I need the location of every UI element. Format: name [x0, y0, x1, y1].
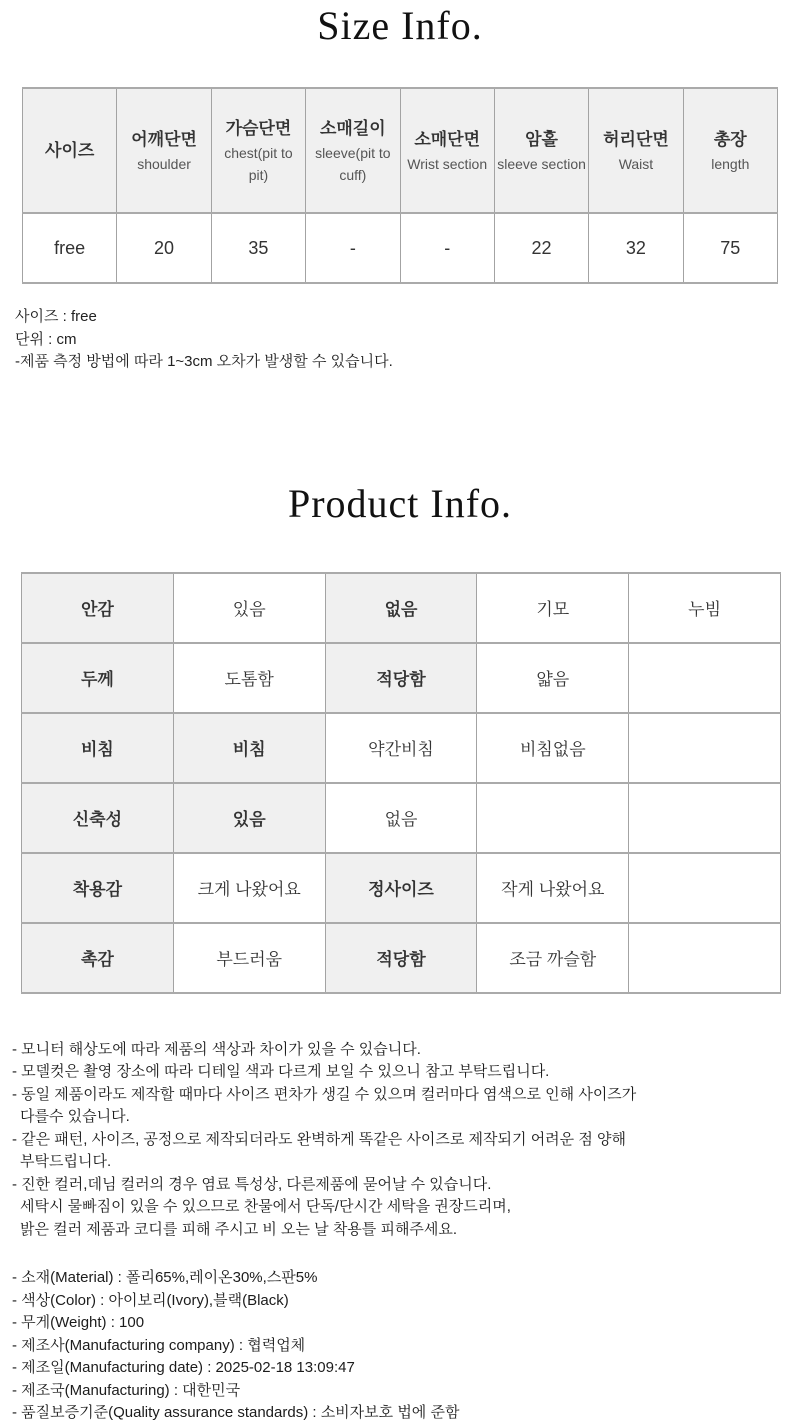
product-cell: 없음 — [325, 783, 477, 853]
product-row-fit — [22, 853, 781, 923]
detail-line-color: - 색상(Color) : 아이보리(Ivory),블랙(Black) — [12, 1291, 289, 1309]
product-row-label: 착용감 — [22, 853, 174, 923]
product-cell: 도톰함 — [173, 643, 325, 713]
size-col-en: length — [711, 155, 750, 172]
product-cell: 얇음 — [477, 643, 629, 713]
size-info-title: Size Info. — [317, 3, 483, 48]
product-cell: 있음 — [173, 573, 325, 643]
size-col-chest — [211, 88, 305, 213]
product-cell: 작게 나왔어요 — [477, 853, 629, 923]
size-col-shoulder — [117, 88, 211, 213]
size-col-en: sleeve section — [497, 155, 586, 172]
size-col-size — [23, 88, 117, 213]
care-note-line: - 모델컷은 촬영 장소에 따라 디테일 색과 다르게 보일 수 있으니 참고 부탁드립니다. — [12, 1063, 550, 1080]
detail-line-date: - 제조일(Manufacturing date) : 2025-02-18 13:09:47 — [12, 1359, 355, 1376]
size-col-ko: 사이즈 — [45, 140, 95, 160]
detail-line-manufacturer: - 제조사(Manufacturing company) : 협력업체 — [12, 1336, 306, 1354]
product-cell — [629, 713, 781, 783]
care-note-line: 밝은 컬러 제품과 코디를 피해 주시고 비 오는 날 착용틀 피해주세요. — [20, 1220, 458, 1238]
size-col-sleeve-length — [306, 88, 400, 213]
product-info-table — [21, 572, 781, 994]
size-note-line: 사이즈 : free — [15, 308, 97, 325]
size-value: - — [306, 213, 400, 283]
product-row-stretch — [22, 783, 781, 853]
product-cell: 부드러움 — [173, 923, 325, 993]
detail-line-material: - 소재(Material) : 폴리65%,레이온30%,스판5% — [12, 1269, 318, 1286]
product-cell — [629, 643, 781, 713]
size-col-wrist — [400, 88, 494, 213]
size-note-line: -제품 측정 방법에 따라 1~3cm 오차가 발생할 수 있습니다. — [15, 353, 393, 370]
size-col-en: Wrist section — [407, 155, 488, 172]
product-row-lining — [22, 573, 781, 643]
care-note-line: - 동일 제품이라도 제작할 때마다 사이즈 편차가 생길 수 있으며 컬러마다 염색으로 인해 사이즈가 — [12, 1085, 637, 1103]
product-row-sheerness — [22, 713, 781, 783]
product-cell — [477, 783, 629, 853]
size-col-ko: 소매단면 — [414, 129, 481, 149]
product-row-label: 촉감 — [22, 923, 174, 993]
size-col-ko: 어깨단면 — [131, 129, 197, 149]
size-notes — [15, 306, 800, 374]
size-col-en: Waist — [618, 155, 654, 172]
care-notes — [12, 1039, 800, 1242]
care-note-line: - 진한 컬러,데님 컬러의 경우 염료 특성상, 다른제품에 묻어날 수 있습니다. — [12, 1175, 492, 1193]
size-value: 35 — [211, 213, 305, 283]
size-col-ko: 허리단면 — [603, 129, 669, 149]
size-value: 75 — [683, 213, 777, 283]
product-cell — [629, 783, 781, 853]
product-cell: 누빔 — [629, 573, 781, 643]
size-table-value-row — [23, 213, 778, 283]
size-value: 20 — [117, 213, 211, 283]
size-col-total-length — [683, 88, 777, 213]
product-cell: 있음 — [173, 783, 325, 853]
product-row-label: 두께 — [22, 643, 174, 713]
product-cell: 정사이즈 — [325, 853, 477, 923]
care-note-line: - 같은 패턴, 사이즈, 공정으로 제작되더라도 완벽하게 똑같은 사이즈로 제작되기 어려운 점 양해 — [12, 1130, 626, 1148]
product-row-thickness — [22, 643, 781, 713]
product-cell — [629, 923, 781, 993]
product-cell: 비침없음 — [477, 713, 629, 783]
product-row-texture — [22, 923, 781, 993]
detail-line-country: - 제조국(Manufacturing) : 대한민국 — [12, 1381, 241, 1399]
product-row-label: 안감 — [22, 573, 174, 643]
size-table-header-row — [23, 88, 778, 213]
size-value: - — [400, 213, 494, 283]
product-row-label: 신축성 — [22, 783, 174, 853]
care-note-line: - 모니터 해상도에 따라 제품의 색상과 차이가 있을 수 있습니다. — [12, 1040, 421, 1058]
size-info-table — [22, 87, 778, 284]
product-cell: 기모 — [477, 573, 629, 643]
size-value: 22 — [494, 213, 588, 283]
size-value: free — [23, 213, 117, 283]
size-col-en: chest(pit to pit) — [224, 144, 293, 183]
size-col-en: shoulder — [137, 155, 191, 172]
care-note-line: 부탁드립니다. — [20, 1153, 112, 1170]
size-note-line: 단위 : cm — [15, 330, 77, 348]
product-cell: 조금 까슬함 — [477, 923, 629, 993]
care-note-line: 세탁시 물빠짐이 있을 수 있으므로 찬물에서 단독/단시간 세탁을 권장드리며, — [20, 1198, 511, 1215]
product-cell: 적당함 — [325, 923, 477, 993]
size-col-ko: 소매길이 — [319, 118, 386, 138]
size-col-en: sleeve(pit to cuff) — [315, 144, 391, 183]
size-value: 32 — [589, 213, 683, 283]
size-col-ko: 총장 — [713, 129, 747, 149]
product-cell: 적당함 — [325, 643, 477, 713]
product-cell: 비침 — [173, 713, 325, 783]
product-cell: 약간비침 — [325, 713, 477, 783]
care-note-line: 다를수 있습니다. — [20, 1108, 130, 1125]
size-col-ko: 암홀 — [525, 129, 558, 149]
product-cell — [629, 853, 781, 923]
size-col-ko: 가슴단면 — [225, 118, 292, 138]
size-col-waist — [589, 88, 683, 213]
manufacturing-details — [12, 1267, 800, 1425]
product-row-label: 비침 — [22, 713, 174, 783]
product-cell: 크게 나왔어요 — [173, 853, 325, 923]
detail-line-quality: - 품질보증기준(Quality assurance standards) : 소비자보호 법에 준함 — [12, 1404, 460, 1421]
product-cell: 없음 — [325, 573, 477, 643]
size-col-armhole — [494, 88, 588, 213]
product-info-title: Product Info. — [287, 480, 513, 526]
detail-line-weight: - 무게(Weight) : 100 — [12, 1314, 145, 1331]
